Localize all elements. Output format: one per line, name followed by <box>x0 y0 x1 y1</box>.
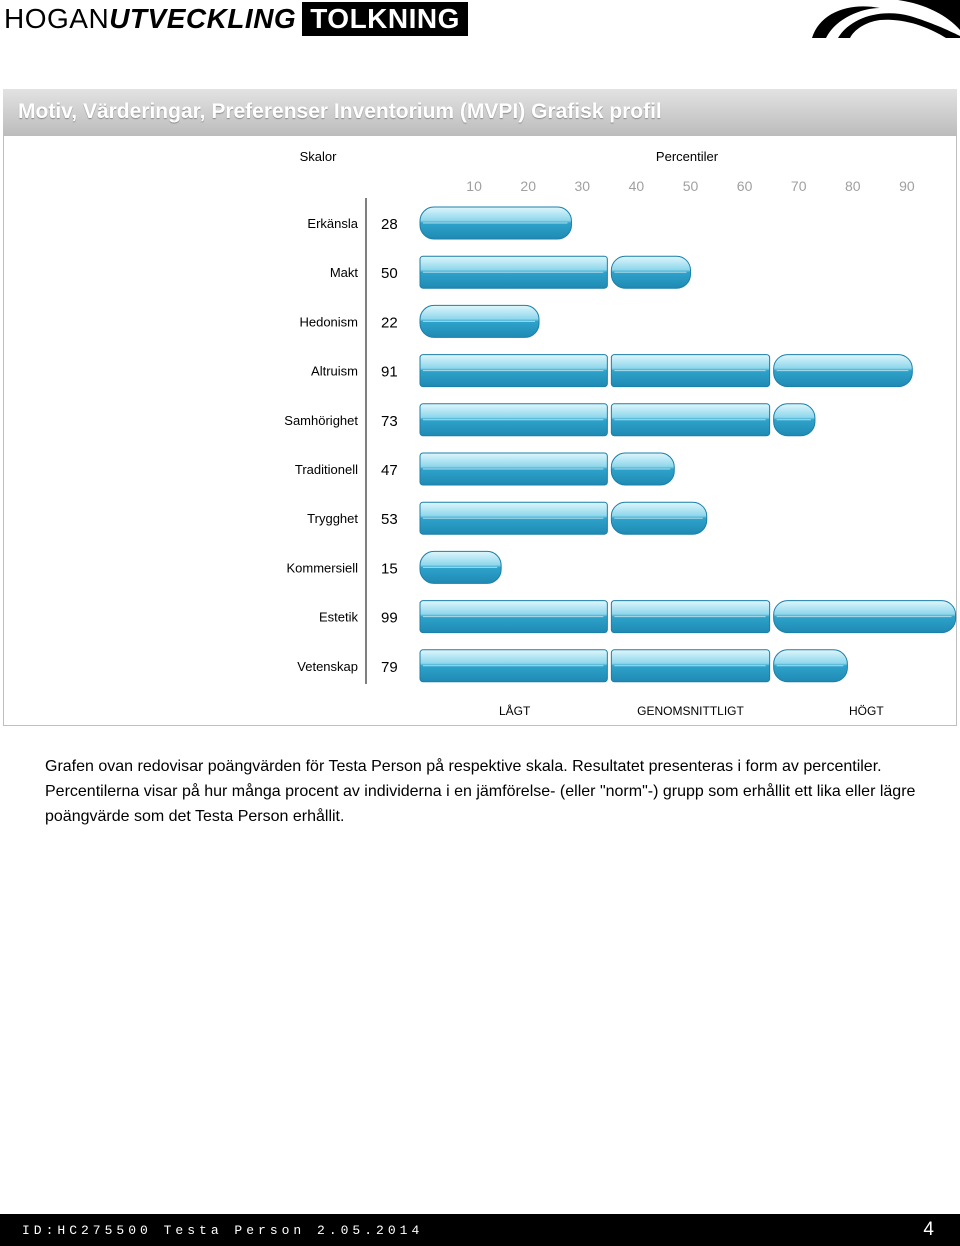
category-label: Altruism <box>311 363 358 379</box>
x-tick-label: 50 <box>682 178 699 194</box>
value-label: 99 <box>381 609 398 627</box>
x-axis-title: Percentiler <box>655 149 719 164</box>
x-tick-label: 20 <box>520 178 536 194</box>
category-label: Samhörighet <box>284 412 358 428</box>
band-label: HÖGT <box>848 704 884 718</box>
brand-hogan: HOGAN <box>4 3 110 34</box>
category-label: Erkänsla <box>307 216 358 231</box>
category-label: Kommersiell <box>286 560 358 576</box>
value-label: 73 <box>381 412 398 430</box>
value-label: 91 <box>381 363 398 381</box>
chart-description: Grafen ovan redovisar poängvärden för Testa Person på respektive skala. Resultatet presenteras i form av percentiler. Percentilerna visar på hur många procent av individerna i en jämförelse- (eller "norm"-) grupp som erhållit ett lika eller lägre poängvärde som det Testa Person erhållit. <box>45 758 916 825</box>
value-label: 28 <box>381 216 398 233</box>
x-tick-label: 80 <box>845 178 861 194</box>
categories-header: Skalor <box>299 149 337 164</box>
chart-rows <box>284 207 955 682</box>
value-label: 22 <box>381 314 398 332</box>
x-tick-label: 30 <box>574 178 591 194</box>
value-label: 53 <box>381 511 398 529</box>
category-label: Hedonism <box>299 314 358 330</box>
page-footer <box>0 1214 960 1246</box>
category-label: Vetenskap <box>297 658 358 674</box>
value-label: 79 <box>381 658 398 676</box>
band-labels <box>499 703 884 718</box>
brand-utveckling: UTVECKLING <box>109 3 297 34</box>
x-tick-label: 60 <box>736 178 753 194</box>
category-label: Makt <box>329 265 358 281</box>
category-label: Estetik <box>318 609 358 625</box>
band-label: GENOMSNITTLIGT <box>637 704 744 718</box>
x-tick-label: 40 <box>628 178 645 194</box>
value-label: 50 <box>381 265 398 283</box>
value-label: 15 <box>381 560 398 578</box>
x-axis-ticks <box>466 178 915 194</box>
page-number: 4 <box>923 1219 934 1240</box>
x-tick-label: 70 <box>790 178 807 194</box>
value-label: 47 <box>381 462 398 479</box>
band-label: LÅGT <box>499 704 531 718</box>
brand-tolkning: TOLKNING <box>302 2 468 36</box>
chart-title: Motiv, Värderingar, Preferenser Inventorium (MVPI) Grafisk profil <box>18 100 662 123</box>
footer-id: ID:HC275500 Testa Person 2.05.2014 <box>22 1223 424 1238</box>
x-tick-label: 10 <box>466 178 482 194</box>
category-label: Trygghet <box>307 511 358 527</box>
category-label: Traditionell <box>294 462 358 477</box>
x-tick-label: 90 <box>899 178 915 194</box>
